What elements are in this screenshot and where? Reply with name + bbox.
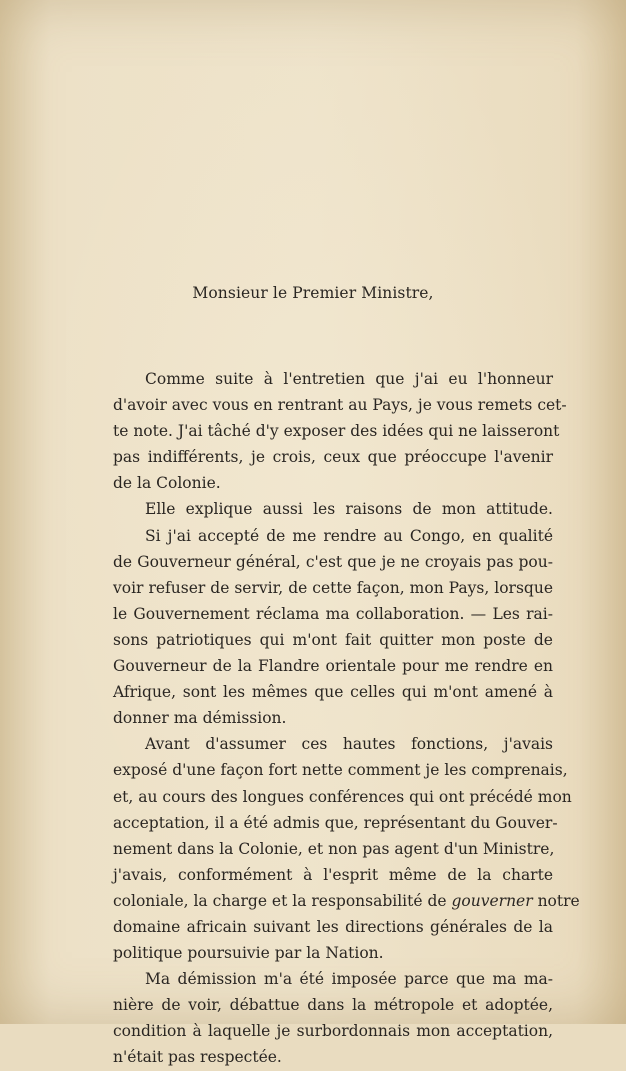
text-line: Gouverneur de la Flandre orientale pour me rendre en (113, 657, 553, 676)
text-line: nière de voir, débattue dans la métropole et adoptée, (113, 996, 553, 1015)
text-line: pas indifférents, je crois, ceux que préoccupe l'avenir (113, 448, 553, 467)
text-line: Avant d'assumer ces hautes fonctions, j'avais (145, 735, 553, 754)
text-line: j'avais, conformément à l'esprit même de la charte (113, 865, 553, 884)
text-line: Si j'ai accepté de me rendre au Congo, en qualité (145, 526, 553, 545)
text-line: acceptation, il a été admis que, représentant du Gouver- (113, 813, 558, 832)
letter-body (0, 366, 626, 1071)
text-line: le Gouvernement réclama ma collaboration. — Les rai- (113, 604, 553, 623)
text-line: n'était pas respectée. (113, 1048, 282, 1067)
text-line: de Gouverneur général, c'est que je ne croyais pas pou- (113, 552, 553, 571)
text-line: voir refuser de servir, de cette façon, mon Pays, lorsque (113, 578, 553, 597)
text-line: Ma démission m'a été imposée parce que ma ma- (145, 970, 553, 989)
text-line: sons patriotiques qui m'ont fait quitter mon poste de (113, 630, 553, 649)
text-line: et, au cours des longues conférences qui ont précédé mon (113, 787, 572, 806)
text-segment: coloniale, la charge et la responsabilité de (113, 891, 452, 910)
text-line: Afrique, sont les mêmes que celles qui m'ont amené à (113, 683, 553, 702)
text-line (113, 888, 580, 914)
text-line: Elle explique aussi les raisons de mon attitude. (145, 500, 553, 519)
text-line: exposé d'une façon fort nette comment je les comprenais, (113, 761, 568, 780)
text-line: donner ma démission. (113, 709, 287, 728)
text-line: d'avoir avec vous en rentrant au Pays, je vous remets cet- (113, 396, 567, 415)
text-line: Comme suite à l'entretien que j'ai eu l'honneur (145, 370, 553, 388)
text-line: condition à laquelle je surbordonnais mon acceptation, (113, 1022, 553, 1041)
text-segment: notre (532, 891, 580, 910)
salutation: Monsieur le Premier Ministre, (192, 284, 434, 302)
text-line: politique poursuivie par la Nation. (113, 944, 384, 963)
text-line: domaine africain suivant les directions générales de la (113, 917, 553, 936)
text-line: te note. J'ai tâché d'y exposer des idées qui ne laisseront (113, 422, 560, 441)
text-line: de la Colonie. (113, 474, 221, 493)
text-line: nement dans la Colonie, et non pas agent d'un Ministre, (113, 839, 555, 858)
italic-word: gouverner (451, 891, 533, 910)
